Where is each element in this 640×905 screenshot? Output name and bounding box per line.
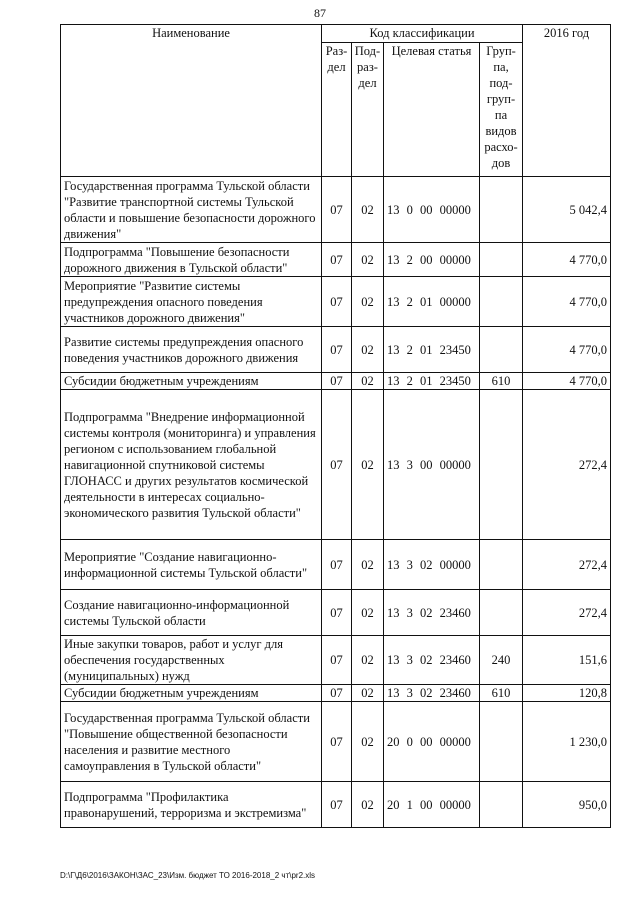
row-amount: 272,4 bbox=[523, 590, 611, 636]
row-expense-group: 240 bbox=[480, 636, 523, 685]
header-year: 2016 год bbox=[523, 25, 611, 177]
table-row bbox=[61, 243, 611, 277]
table-row bbox=[61, 540, 611, 590]
header-classification-code: Код классификации bbox=[322, 25, 523, 43]
row-amount: 5 042,4 bbox=[523, 177, 611, 243]
table-row bbox=[61, 327, 611, 373]
row-section: 07 bbox=[322, 277, 352, 327]
row-expense-group bbox=[480, 782, 523, 828]
row-subsection: 02 bbox=[352, 177, 384, 243]
row-amount: 950,0 bbox=[523, 782, 611, 828]
row-name: Создание навигационно-информационной системы Тульской области bbox=[61, 590, 322, 636]
row-section: 07 bbox=[322, 327, 352, 373]
row-expense-group bbox=[480, 590, 523, 636]
row-amount: 272,4 bbox=[523, 390, 611, 540]
row-amount: 272,4 bbox=[523, 540, 611, 590]
header-name: Наименование bbox=[61, 25, 322, 177]
row-name: Мероприятие "Создание навигационно-информационной системы Тульской области" bbox=[61, 540, 322, 590]
row-amount: 151,6 bbox=[523, 636, 611, 685]
row-expense-group bbox=[480, 390, 523, 540]
table-row bbox=[61, 590, 611, 636]
row-target-article: 20 1 00 00000 bbox=[384, 782, 480, 828]
row-expense-group bbox=[480, 243, 523, 277]
row-name: Развитие системы предупреждения опасного поведения участников дорожного движения bbox=[61, 327, 322, 373]
header-section: Раз- дел bbox=[322, 43, 352, 177]
header-expense-group: Груп- па, под- груп- па видов расхо- дов bbox=[480, 43, 523, 177]
row-subsection: 02 bbox=[352, 540, 384, 590]
row-section: 07 bbox=[322, 373, 352, 390]
row-amount: 1 230,0 bbox=[523, 702, 611, 782]
row-name: Государственная программа Тульской области "Повышение общественной безопасности населения и развитие местного самоуправления в Тульской области" bbox=[61, 702, 322, 782]
row-subsection: 02 bbox=[352, 685, 384, 702]
row-subsection: 02 bbox=[352, 702, 384, 782]
row-target-article: 13 2 00 00000 bbox=[384, 243, 480, 277]
row-target-article: 13 2 01 23450 bbox=[384, 327, 480, 373]
page-number: 87 bbox=[314, 6, 326, 20]
row-amount: 120,8 bbox=[523, 685, 611, 702]
table-row bbox=[61, 782, 611, 828]
row-amount: 4 770,0 bbox=[523, 277, 611, 327]
row-amount: 4 770,0 bbox=[523, 327, 611, 373]
row-expense-group: 610 bbox=[480, 373, 523, 390]
table-row bbox=[61, 685, 611, 702]
header-subsection: Под- раз- дел bbox=[352, 43, 384, 177]
row-name: Подпрограмма "Профилактика правонарушений, терроризма и экстремизма" bbox=[61, 782, 322, 828]
row-expense-group bbox=[480, 277, 523, 327]
row-expense-group: 610 bbox=[480, 685, 523, 702]
row-section: 07 bbox=[322, 636, 352, 685]
row-subsection: 02 bbox=[352, 590, 384, 636]
row-target-article: 13 2 01 23450 bbox=[384, 373, 480, 390]
row-target-article: 13 3 02 00000 bbox=[384, 540, 480, 590]
row-subsection: 02 bbox=[352, 243, 384, 277]
row-name: Государственная программа Тульской области "Развитие транспортной системы Тульской области и повышение безопасности дорожного движения" bbox=[61, 177, 322, 243]
row-section: 07 bbox=[322, 782, 352, 828]
table-row bbox=[61, 702, 611, 782]
row-subsection: 02 bbox=[352, 636, 384, 685]
row-subsection: 02 bbox=[352, 782, 384, 828]
row-target-article: 13 3 02 23460 bbox=[384, 590, 480, 636]
row-name: Иные закупки товаров, работ и услуг для обеспечения государственных (муниципальных) нужд bbox=[61, 636, 322, 685]
row-section: 07 bbox=[322, 243, 352, 277]
row-section: 07 bbox=[322, 590, 352, 636]
row-target-article: 13 3 02 23460 bbox=[384, 636, 480, 685]
row-subsection: 02 bbox=[352, 327, 384, 373]
row-name: Мероприятие "Развитие системы предупреждения опасного поведения участников дорожного движения" bbox=[61, 277, 322, 327]
row-section: 07 bbox=[322, 390, 352, 540]
table-row bbox=[61, 277, 611, 327]
row-target-article: 13 3 00 00000 bbox=[384, 390, 480, 540]
row-expense-group bbox=[480, 702, 523, 782]
row-subsection: 02 bbox=[352, 277, 384, 327]
row-target-article: 13 3 02 23460 bbox=[384, 685, 480, 702]
row-section: 07 bbox=[322, 702, 352, 782]
footer-file-path: D:\Г\Д6\2016\ЗАКОН\ЗАС_23\Изм. бюджет ТО 2016-2018_2 чт\pr2.xls bbox=[60, 871, 316, 880]
row-subsection: 02 bbox=[352, 390, 384, 540]
row-name: Подпрограмма "Повышение безопасности дорожного движения в Тульской области" bbox=[61, 243, 322, 277]
table-body bbox=[61, 177, 611, 828]
row-section: 07 bbox=[322, 540, 352, 590]
budget-table bbox=[60, 24, 611, 828]
row-section: 07 bbox=[322, 177, 352, 243]
row-name: Субсидии бюджетным учреждениям bbox=[61, 685, 322, 702]
row-amount: 4 770,0 bbox=[523, 373, 611, 390]
table-row bbox=[61, 636, 611, 685]
row-expense-group bbox=[480, 177, 523, 243]
table-row bbox=[61, 390, 611, 540]
row-expense-group bbox=[480, 327, 523, 373]
row-target-article: 13 2 01 00000 bbox=[384, 277, 480, 327]
row-expense-group bbox=[480, 540, 523, 590]
row-subsection: 02 bbox=[352, 373, 384, 390]
row-name: Подпрограмма "Внедрение информационной системы контроля (мониторинга) и управления регионом с использованием глобальной навигационной спутниковой системы ГЛОНАСС и других результатов космической деятельности в интересах социально-экономического развития Тульской области" bbox=[61, 390, 322, 540]
table-row bbox=[61, 373, 611, 390]
row-target-article: 20 0 00 00000 bbox=[384, 702, 480, 782]
row-name: Субсидии бюджетным учреждениям bbox=[61, 373, 322, 390]
row-target-article: 13 0 00 00000 bbox=[384, 177, 480, 243]
row-section: 07 bbox=[322, 685, 352, 702]
header-target-article: Целевая статья bbox=[384, 43, 480, 177]
row-amount: 4 770,0 bbox=[523, 243, 611, 277]
table-row bbox=[61, 177, 611, 243]
